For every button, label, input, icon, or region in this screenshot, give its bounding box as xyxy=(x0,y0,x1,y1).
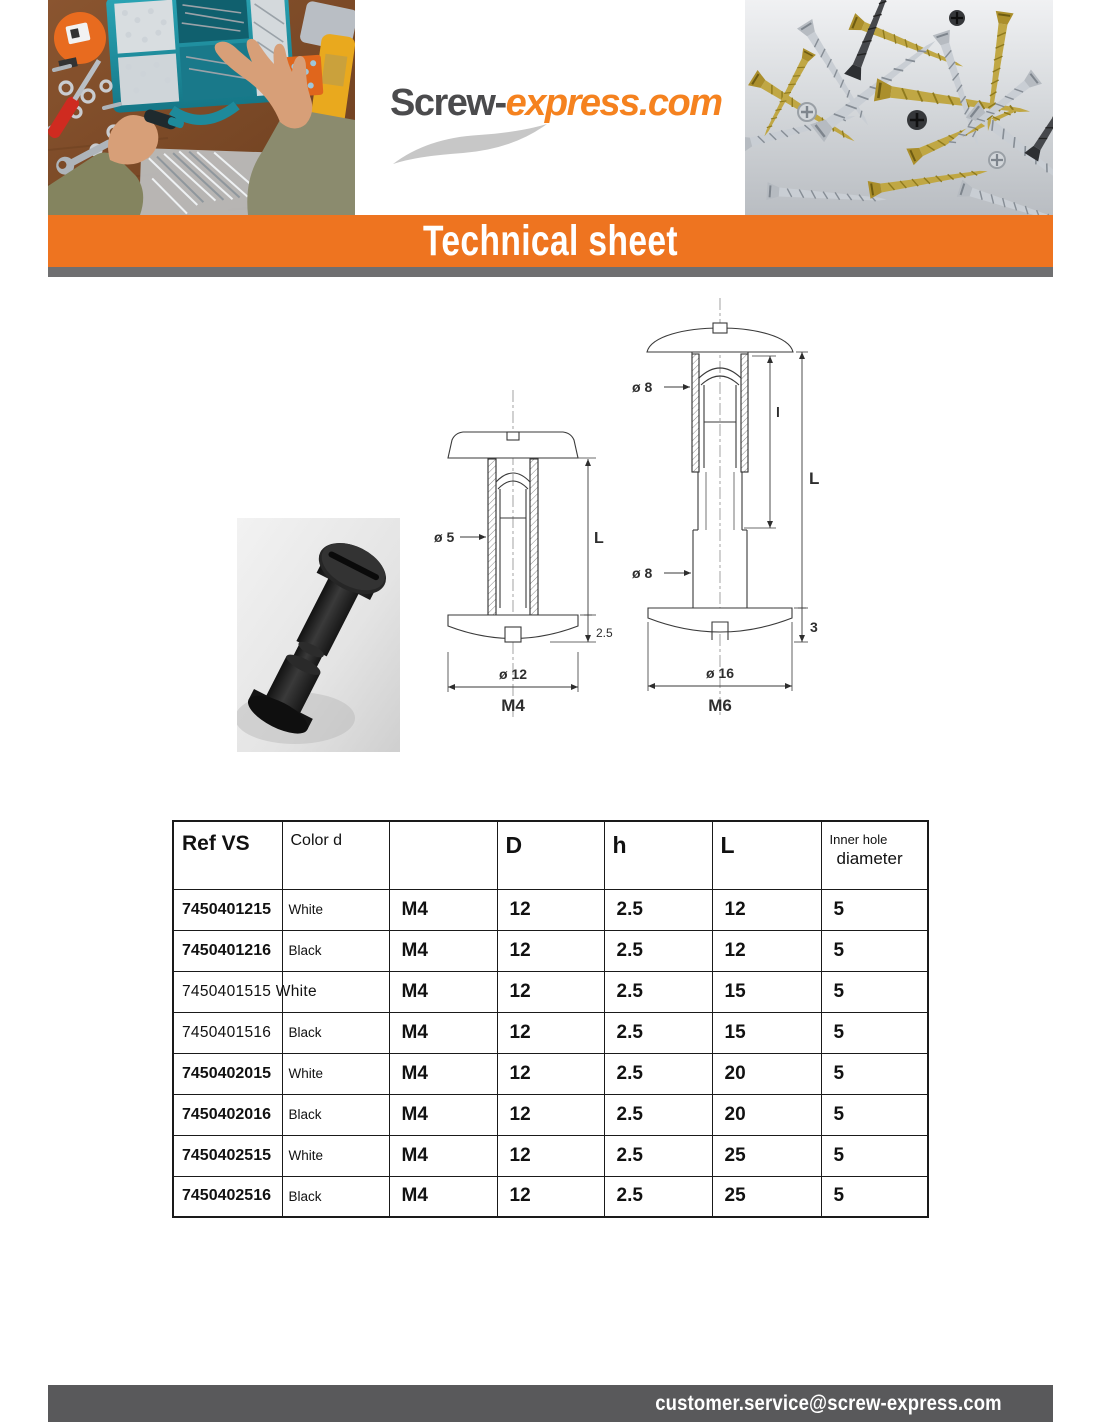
d-cell: 12 xyxy=(497,930,604,971)
h-cell: 2.5 xyxy=(604,1176,712,1217)
m6-bottom-dia-label: ø 8 xyxy=(632,565,653,581)
banner-underline xyxy=(48,267,1053,277)
color-cell: Black xyxy=(282,1094,389,1135)
m6-head-dia-label: ø 16 xyxy=(705,665,735,681)
ref-cell: 7450401215 xyxy=(173,889,282,930)
inner-cell: 5 xyxy=(821,1053,928,1094)
h-cell: 2.5 xyxy=(604,1135,712,1176)
color-cell: White xyxy=(282,1053,389,1094)
header-inner-line1: Inner hole xyxy=(829,832,888,847)
thread-cell: M4 xyxy=(389,1176,497,1217)
h-cell: 2.5 xyxy=(604,971,712,1012)
d-cell: 12 xyxy=(497,889,604,930)
logo-part-gray: Screw- xyxy=(390,82,506,124)
table-row xyxy=(173,1053,928,1094)
ref-cell: 7450401515 White xyxy=(173,971,282,1012)
h-cell: 2.5 xyxy=(604,889,712,930)
table-header-row xyxy=(173,821,928,889)
l-cell: 20 xyxy=(712,1094,821,1135)
header-photo-screws xyxy=(745,0,1053,215)
m4-head-dia-label: ø 12 xyxy=(498,666,528,682)
ref-cell: 7450402516 xyxy=(173,1176,282,1217)
header-ref: Ref VS xyxy=(173,821,282,889)
m4-head-height-label: 2.5 xyxy=(596,626,613,640)
color-cell: Black xyxy=(282,1176,389,1217)
header-color: Color d xyxy=(282,821,389,889)
logo-area xyxy=(355,0,745,215)
table-row xyxy=(173,971,928,1012)
ref-cell: 7450401216 xyxy=(173,930,282,971)
thread-cell: M4 xyxy=(389,1094,497,1135)
m6-length-label: L xyxy=(809,469,820,488)
logo xyxy=(390,82,722,125)
h-cell: 2.5 xyxy=(604,1094,712,1135)
ref-cell: 7450402015 xyxy=(173,1053,282,1094)
ref-cell: 7450402016 xyxy=(173,1094,282,1135)
l-cell: 25 xyxy=(712,1135,821,1176)
logo-swoosh xyxy=(387,122,557,167)
inner-cell: 5 xyxy=(821,971,928,1012)
header-thread xyxy=(389,821,497,889)
thread-cell: M4 xyxy=(389,930,497,971)
m6-inner-length-label: l xyxy=(776,404,780,420)
d-cell: 12 xyxy=(497,1094,604,1135)
l-cell: 20 xyxy=(712,1053,821,1094)
l-cell: 12 xyxy=(712,889,821,930)
header-inner-hole xyxy=(821,821,928,889)
h-cell: 2.5 xyxy=(604,1053,712,1094)
table-row xyxy=(173,1094,928,1135)
product-photo xyxy=(237,518,400,752)
table-row xyxy=(173,1135,928,1176)
l-cell: 12 xyxy=(712,930,821,971)
m4-length-label: L xyxy=(594,530,604,547)
d-cell: 12 xyxy=(497,1176,604,1217)
d-cell: 12 xyxy=(497,971,604,1012)
m4-shaft-dia-label: ø 5 xyxy=(434,529,455,545)
technical-drawing xyxy=(410,290,850,730)
d-cell: 12 xyxy=(497,1053,604,1094)
m6-head-height-label: 3 xyxy=(810,619,818,635)
m6-name-label: M6 xyxy=(708,696,732,715)
color-cell: White xyxy=(282,1135,389,1176)
header-photo-tools xyxy=(48,0,355,215)
color-cell: Black xyxy=(282,1012,389,1053)
l-cell: 15 xyxy=(712,971,821,1012)
table-row xyxy=(173,1012,928,1053)
l-cell: 15 xyxy=(712,1012,821,1053)
thread-cell: M4 xyxy=(389,1012,497,1053)
thread-cell: M4 xyxy=(389,971,497,1012)
technical-sheet-banner xyxy=(48,215,1053,267)
inner-cell: 5 xyxy=(821,1094,928,1135)
page-title: Technical sheet xyxy=(422,216,679,265)
spec-table xyxy=(172,820,929,1218)
m4-name-label: M4 xyxy=(501,696,525,715)
table-row xyxy=(173,1176,928,1217)
footer-bar xyxy=(48,1385,1053,1422)
header-d: D xyxy=(497,821,604,889)
h-cell: 2.5 xyxy=(604,1012,712,1053)
color-cell: White xyxy=(282,889,389,930)
thread-cell: M4 xyxy=(389,1053,497,1094)
table-row xyxy=(173,889,928,930)
h-cell: 2.5 xyxy=(604,930,712,971)
header-l: L xyxy=(712,821,821,889)
d-cell: 12 xyxy=(497,1135,604,1176)
inner-cell: 5 xyxy=(821,1176,928,1217)
inner-cell: 5 xyxy=(821,930,928,971)
m6-drawing xyxy=(647,298,808,718)
thread-cell: M4 xyxy=(389,1135,497,1176)
logo-part-orange: express.com xyxy=(505,82,722,124)
table-row xyxy=(173,930,928,971)
inner-cell: 5 xyxy=(821,1012,928,1053)
inner-cell: 5 xyxy=(821,889,928,930)
l-cell: 25 xyxy=(712,1176,821,1217)
m6-top-dia-label: ø 8 xyxy=(632,379,653,395)
ref-cell: 7450402515 xyxy=(173,1135,282,1176)
header-h: h xyxy=(604,821,712,889)
footer-email: customer.service@screw-express.com xyxy=(655,1391,1002,1415)
inner-cell: 5 xyxy=(821,1135,928,1176)
d-cell: 12 xyxy=(497,1012,604,1053)
header-inner-line2: diameter xyxy=(836,849,903,868)
thread-cell: M4 xyxy=(389,889,497,930)
ref-cell: 7450401516 xyxy=(173,1012,282,1053)
color-cell: Black xyxy=(282,930,389,971)
